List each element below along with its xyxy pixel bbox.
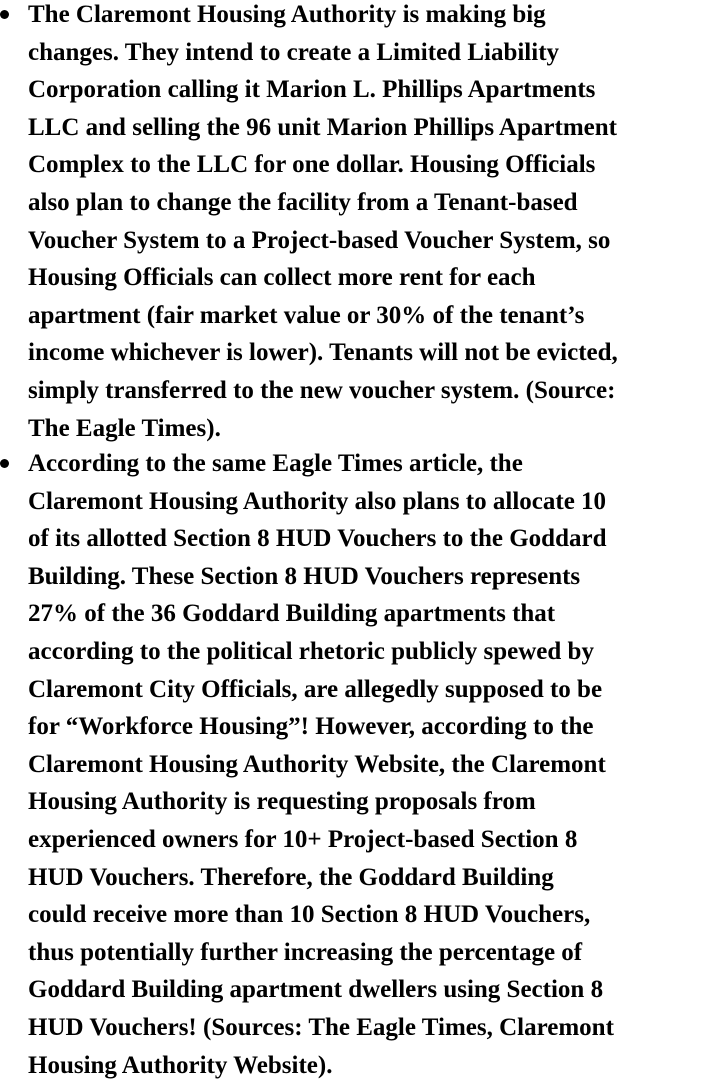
text-line: HUD Vouchers! (Sources: The Eagle Times, Claremont [28,1013,614,1041]
text-line: Claremont Housing Authority Website, the Claremont [28,750,606,778]
text-line: Housing Authority is requesting proposals from [28,788,536,816]
text-line: also plan to change the facility from a Tenant-based [28,188,578,216]
text-line: The Eagle Times). [28,414,221,442]
bullet-icon [0,459,9,468]
text-line: Complex to the LLC for one dollar. Housing Officials [28,151,596,179]
text-line: of its allotted Section 8 HUD Vouchers to the Goddard [28,525,607,553]
text-line: Building. These Section 8 HUD Vouchers represents [28,562,581,590]
text-line: HUD Vouchers. Therefore, the Goddard Building [28,863,554,891]
text-line: The Claremont Housing Authority is making big [28,1,546,28]
text-line: experienced owners for 10+ Project-based Section 8 [28,825,578,853]
text-line: Housing Authority Website). [28,1051,333,1079]
text-line: According to the same Eagle Times article, the [28,450,523,477]
text-line: 27% of the 36 Goddard Building apartments that [28,600,556,628]
text-line: simply transferred to the new voucher system. (Source: [28,376,616,404]
text-line: Corporation calling it Marion L. Phillips Apartments [28,76,596,104]
text-line: Voucher System to a Project-based Voucher System, so [28,226,611,254]
text-line: for “Workforce Housing”! However, according to the [28,713,594,741]
text-line: changes. They intend to create a Limited Liability [28,38,560,66]
text-line: Housing Officials can collect more rent for each [28,264,536,292]
paragraph-goddard-vouchers [28,445,614,1080]
text-line: Claremont Housing Authority also plans to allocate 10 [28,487,607,515]
text-line: could receive more than 10 Section 8 HUD Vouchers, [28,901,591,929]
text-line: income whichever is lower). Tenants will not be evicted, [28,339,618,367]
bullet-item-housing-llc [0,0,618,447]
text-line: according to the political rhetoric publicly spewed by [28,637,594,665]
text-line: Claremont City Officials, are allegedly supposed to be [28,675,603,703]
text-line: thus potentially further increasing the percentage of [28,938,583,966]
text-line: LLC and selling the 96 unit Marion Phillips Apartment [28,113,617,141]
paragraph-housing-llc [28,0,618,447]
bullet-item-goddard-vouchers [0,445,614,1080]
text-line: apartment (fair market value or 30% of the tenant’s [28,301,585,329]
text-line: Goddard Building apartment dwellers using Section 8 [28,976,604,1004]
bullet-icon [0,10,9,19]
